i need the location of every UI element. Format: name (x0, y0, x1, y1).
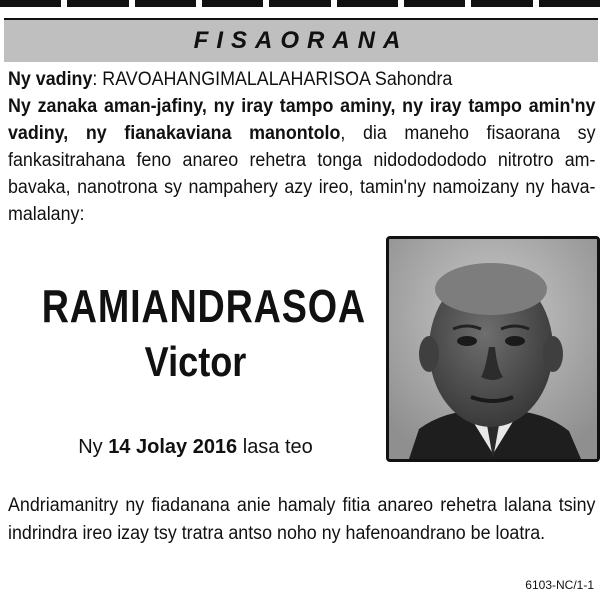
closing-paragraph: Andriamanitry ny fiadanana anie hamaly fitia anareo rehetra lalana tsiny indrindra ireo izay tsy tratra antso noho ny hafenoandrano be loatra. (8, 495, 596, 544)
deceased-surname: RAMIANDRASOA (41, 280, 366, 332)
family-list: Ny zanaka aman-jafiny, ny iray tampo aminy, ny iray tampo amin'ny vadiny, ny fianakaviana manontolo (8, 96, 596, 144)
thanks-text: , dia maneho fisaorana sy fankasitrahana feno anareo rehetra tonga nidododododo nitrotro am-bavaka, nanotrona sy nampahery azy ireo, tamin'ny namoizany ny hava-malalany: (8, 123, 596, 225)
reference-code: 6103-NC/1-1 (525, 578, 594, 592)
date-suffix: lasa teo (237, 436, 313, 458)
header-band (4, 18, 598, 62)
closing-section (8, 492, 596, 548)
deceased-name-block (8, 280, 383, 386)
death-date-line (8, 436, 383, 459)
decorative-bar (404, 0, 465, 7)
top-decorative-bars (0, 0, 600, 7)
deceased-firstname: Victor (144, 338, 247, 385)
portrait-photo (386, 236, 600, 462)
date-prefix: Ny (78, 436, 109, 458)
page-title: FISAORANA (193, 27, 409, 54)
decorative-bar (471, 0, 532, 7)
decorative-bar (202, 0, 263, 7)
death-date: 14 Jolay 2016 (108, 436, 238, 458)
portrait-image (389, 239, 597, 459)
intro-paragraph (8, 66, 596, 228)
decorative-bar (269, 0, 330, 7)
decorative-bar (135, 0, 196, 7)
spouse-label: Ny vadiny (8, 69, 93, 90)
decorative-bar (539, 0, 600, 7)
spouse-name: : RAVOAHANGIMALALAHARISOA Sahondra (92, 69, 453, 90)
decorative-bar (67, 0, 128, 7)
decorative-bar (337, 0, 398, 7)
decorative-bar (0, 0, 61, 7)
intro-section (8, 66, 596, 228)
